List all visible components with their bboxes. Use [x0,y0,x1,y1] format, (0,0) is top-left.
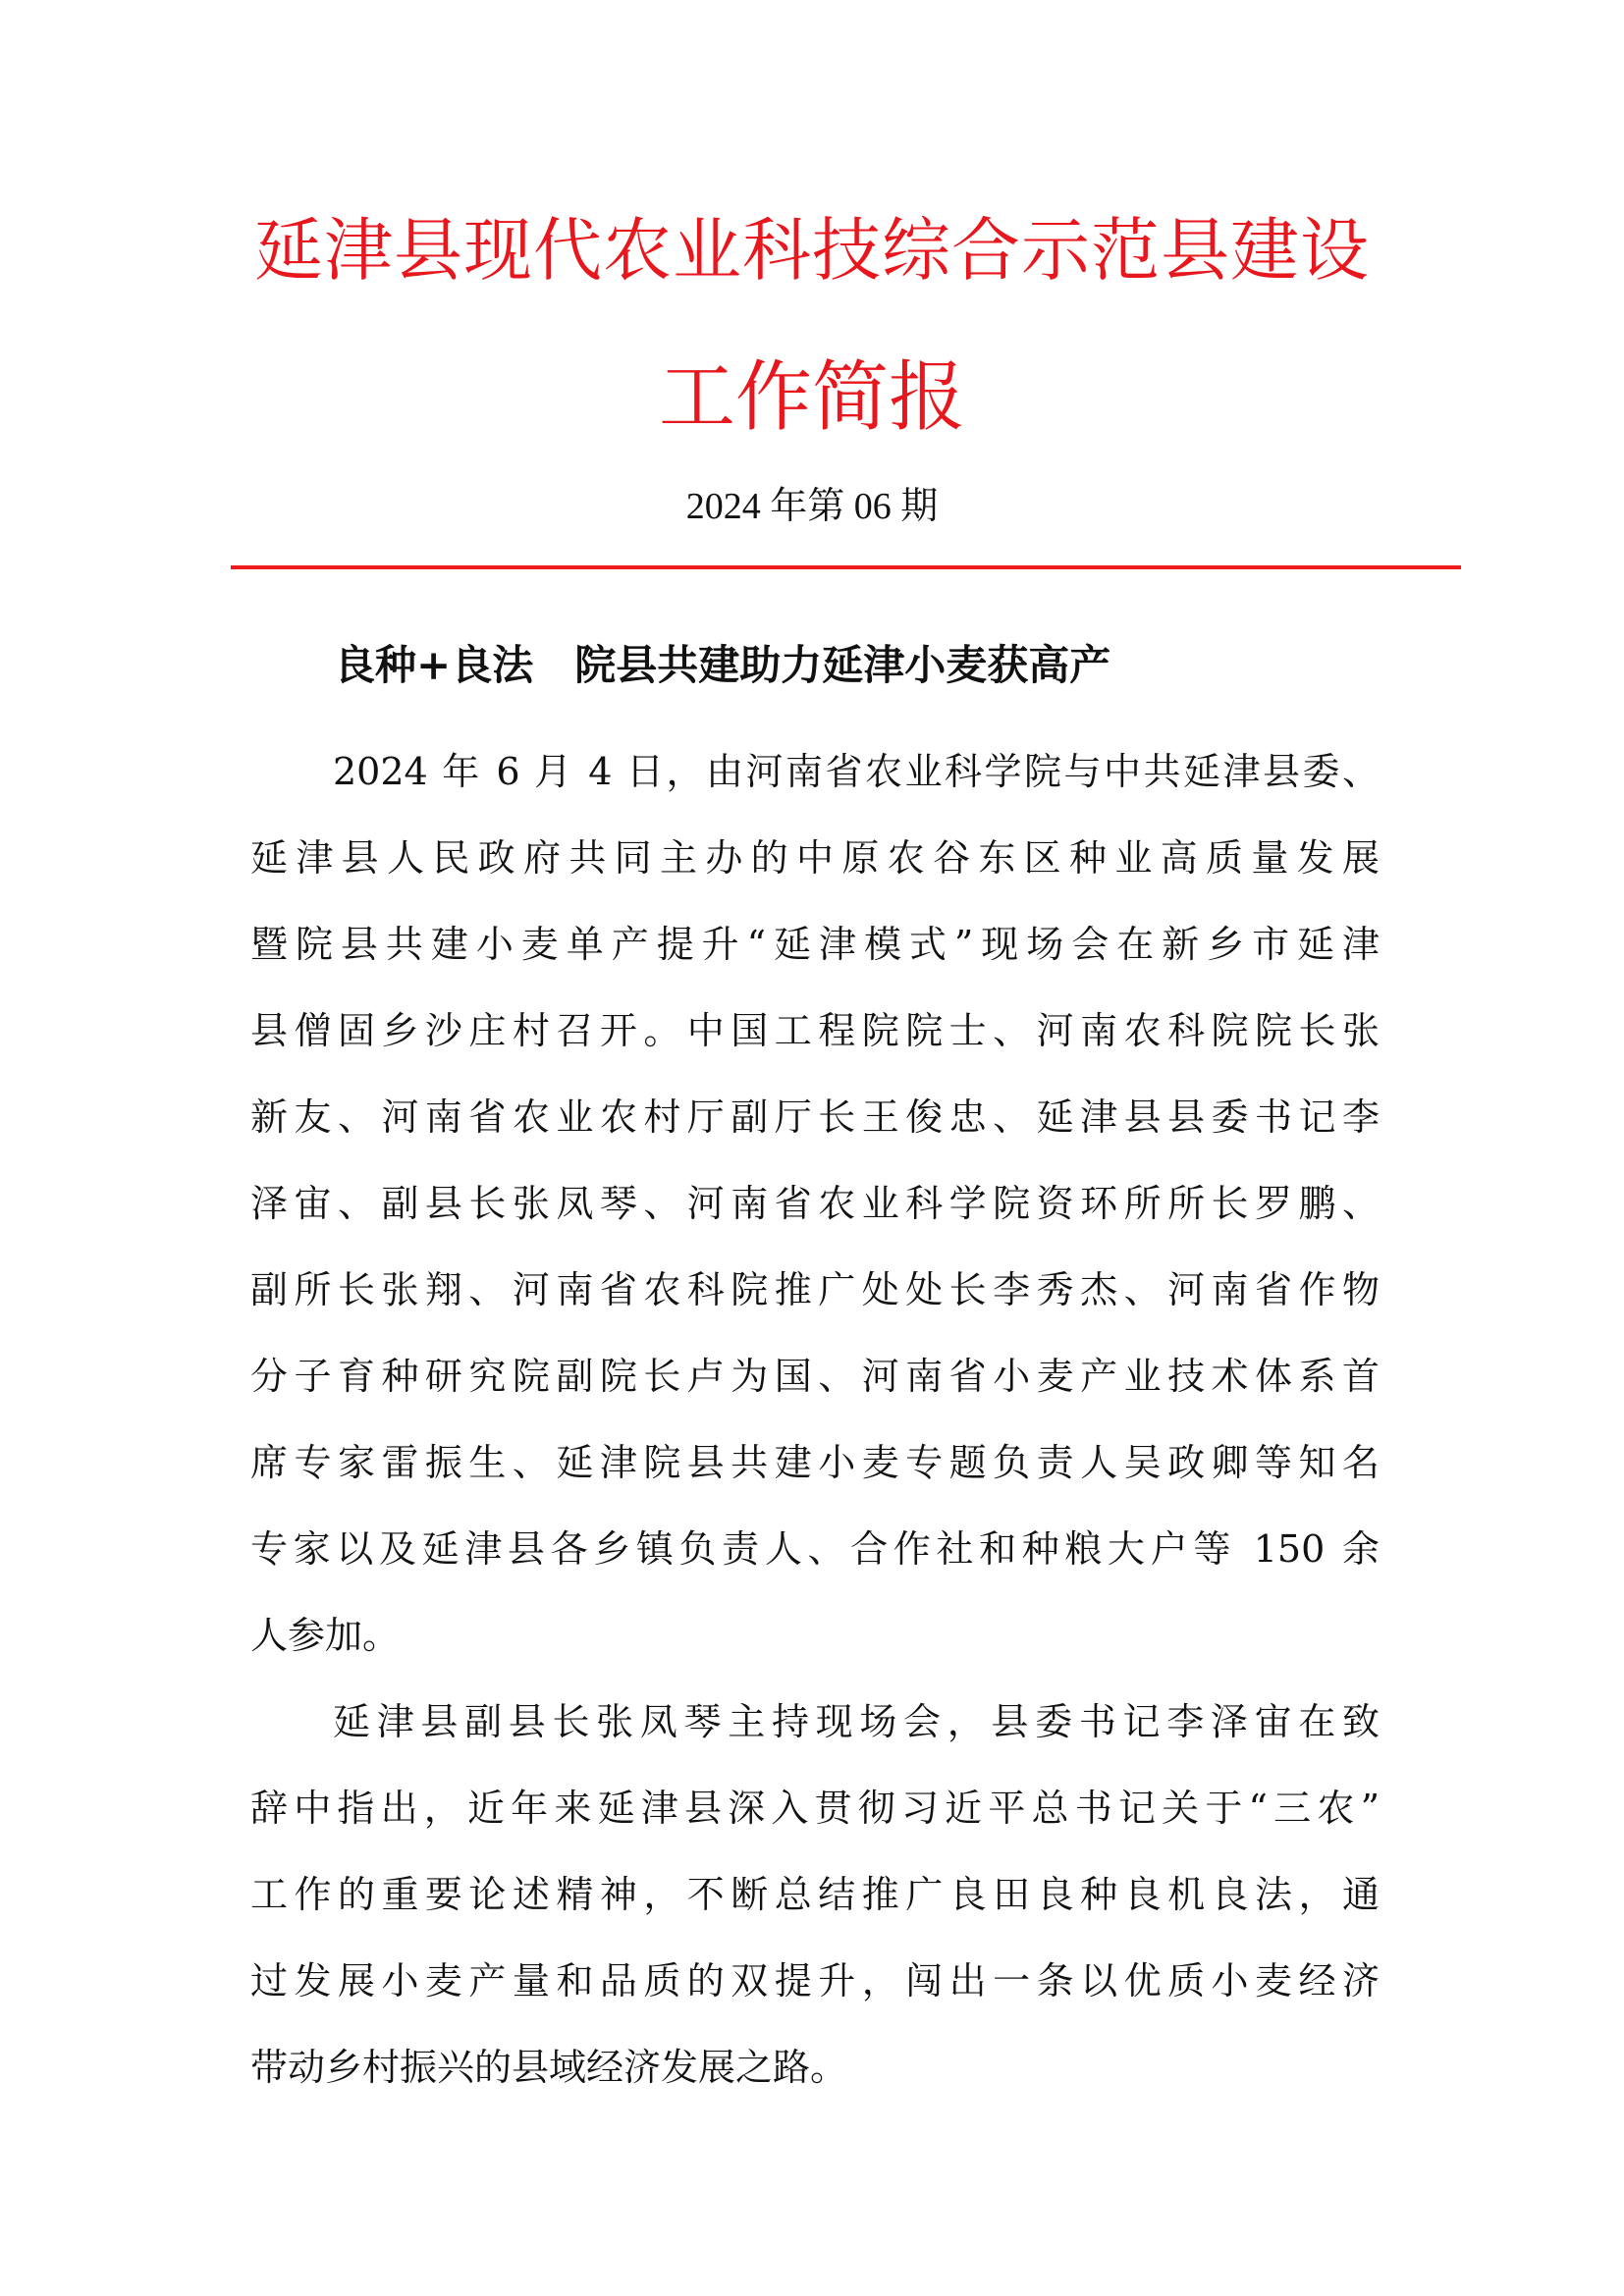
masthead-title-line2: 工作简报 [658,353,965,442]
paragraph-line: 副所长张翔、河南省农科院推广处处长李秀杰、河南省作物 [250,1268,1380,1311]
paragraph-line: 2024 年 6 月 4 日，由河南省农业科学院与中共延津县委、 [333,750,1380,793]
paragraph-1 [250,728,1380,1679]
paragraph-line: 泽宙、副县长张凤琴、河南省农业科学院资环所所长罗鹏、 [250,1182,1380,1225]
paragraph-line: 延津县人民政府共同主办的中原农谷东区种业高质量发展 [250,836,1380,880]
paragraph-line: 人参加。 [250,1614,401,1657]
paragraph-line: 辞中指出，近年来延津县深入贯彻习近平总书记关于“三农” [250,1787,1380,1830]
issue-number: 2024 年第 06 期 [685,486,939,527]
paragraph-line: 分子育种研究院副院长卢为国、河南省小麦产业技术体系首 [250,1355,1380,1398]
article-headline: 良种+良法 院县共建助力延津小麦获高产 [334,641,1111,689]
paragraph-2 [250,1679,1380,2110]
paragraph-line: 县僧固乡沙庄村召开。中国工程院院士、河南农科院院长张 [250,1009,1380,1052]
paragraph-line: 席专家雷振生、延津院县共建小麦专题负责人吴政卿等知名 [250,1441,1380,1484]
paragraph-line: 过发展小麦产量和品质的双提升，闯出一条以优质小麦经济 [250,1959,1380,2002]
paragraph-line: 暨院县共建小麦单产提升“延津模式”现场会在新乡市延津 [250,923,1380,966]
red-divider [231,565,1461,569]
paragraph-line: 新友、河南省农业农村厅副厅长王俊忠、延津县县委书记李 [250,1095,1380,1139]
paragraph-line: 带动乡村振兴的县域经济发展之路。 [250,2046,848,2089]
paragraph-line: 专家以及延津县各乡镇负责人、合作社和种粮大户等 150 余 [250,1527,1380,1571]
paragraph-line: 工作的重要论述精神，不断总结推广良田良种良机良法，通 [250,1873,1380,1916]
paragraph-line: 延津县副县长张凤琴主持现场会，县委书记李泽宙在致 [333,1700,1380,1743]
masthead-title-line1: 延津县现代农业科技综合示范县建设 [254,210,1370,291]
